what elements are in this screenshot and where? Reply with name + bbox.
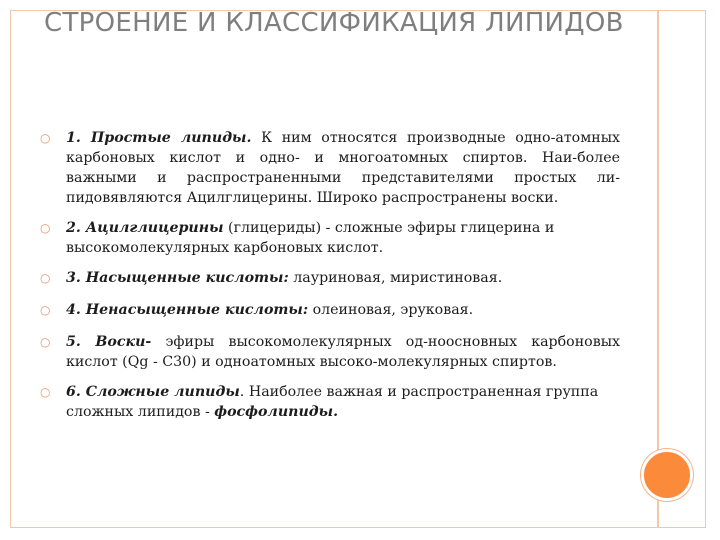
- item-lead: 2. Ацилглицерины: [66, 220, 224, 236]
- item-lead: 1. Простые липиды.: [66, 130, 252, 146]
- item-lead: 6. Сложные липиды: [66, 384, 240, 400]
- item-text: К ним относятся производные одно-атомных карбоновых кислот и одно- и многоатомных спиртов. Наи-более важными и распространенными представителями простых ли-пидовявляются Ацилглицерины. Широко распространены воски.: [66, 130, 620, 206]
- item-text: (глицериды) - сложные эфиры глицерина и высокомолекулярных карбоновых кислот.: [66, 220, 555, 256]
- list-item: [40, 382, 620, 422]
- list-item: [40, 300, 620, 320]
- bullet-list: [40, 128, 620, 422]
- list-item: [40, 268, 620, 288]
- accent-circle: [641, 449, 693, 501]
- item-text: лауриновая, миристиновая.: [288, 270, 503, 286]
- item-text: олеиновая, эруковая.: [308, 302, 474, 318]
- item-tail: фосфолипиды.: [214, 404, 339, 420]
- bullet-icon: ○: [40, 271, 51, 285]
- slide-title: СТРОЕНИЕ И КЛАССИФИКАЦИЯ ЛИПИДОВ: [44, 8, 624, 38]
- bullet-icon: ○: [40, 221, 51, 235]
- list-item: [40, 128, 620, 208]
- item-text: эфиры высокомолекулярных од-ноосновных карбоновых кислот (Qg - C30) и одноатомных высоко-молекулярных спиртов.: [66, 334, 620, 370]
- item-lead: 5. Воски-: [66, 334, 152, 350]
- item-text: . Наиболее важная и распространенная группа сложных липидов -: [66, 384, 599, 420]
- bullet-icon: ○: [40, 131, 51, 145]
- bullet-icon: ○: [40, 385, 51, 399]
- item-lead: 4. Ненасыщенные кислоты:: [66, 302, 309, 318]
- list-item: [40, 332, 620, 372]
- bullet-icon: ○: [40, 303, 51, 317]
- bullet-icon: ○: [40, 335, 51, 349]
- list-item: [40, 218, 620, 258]
- item-lead: 3. Насыщенные кислоты:: [66, 270, 289, 286]
